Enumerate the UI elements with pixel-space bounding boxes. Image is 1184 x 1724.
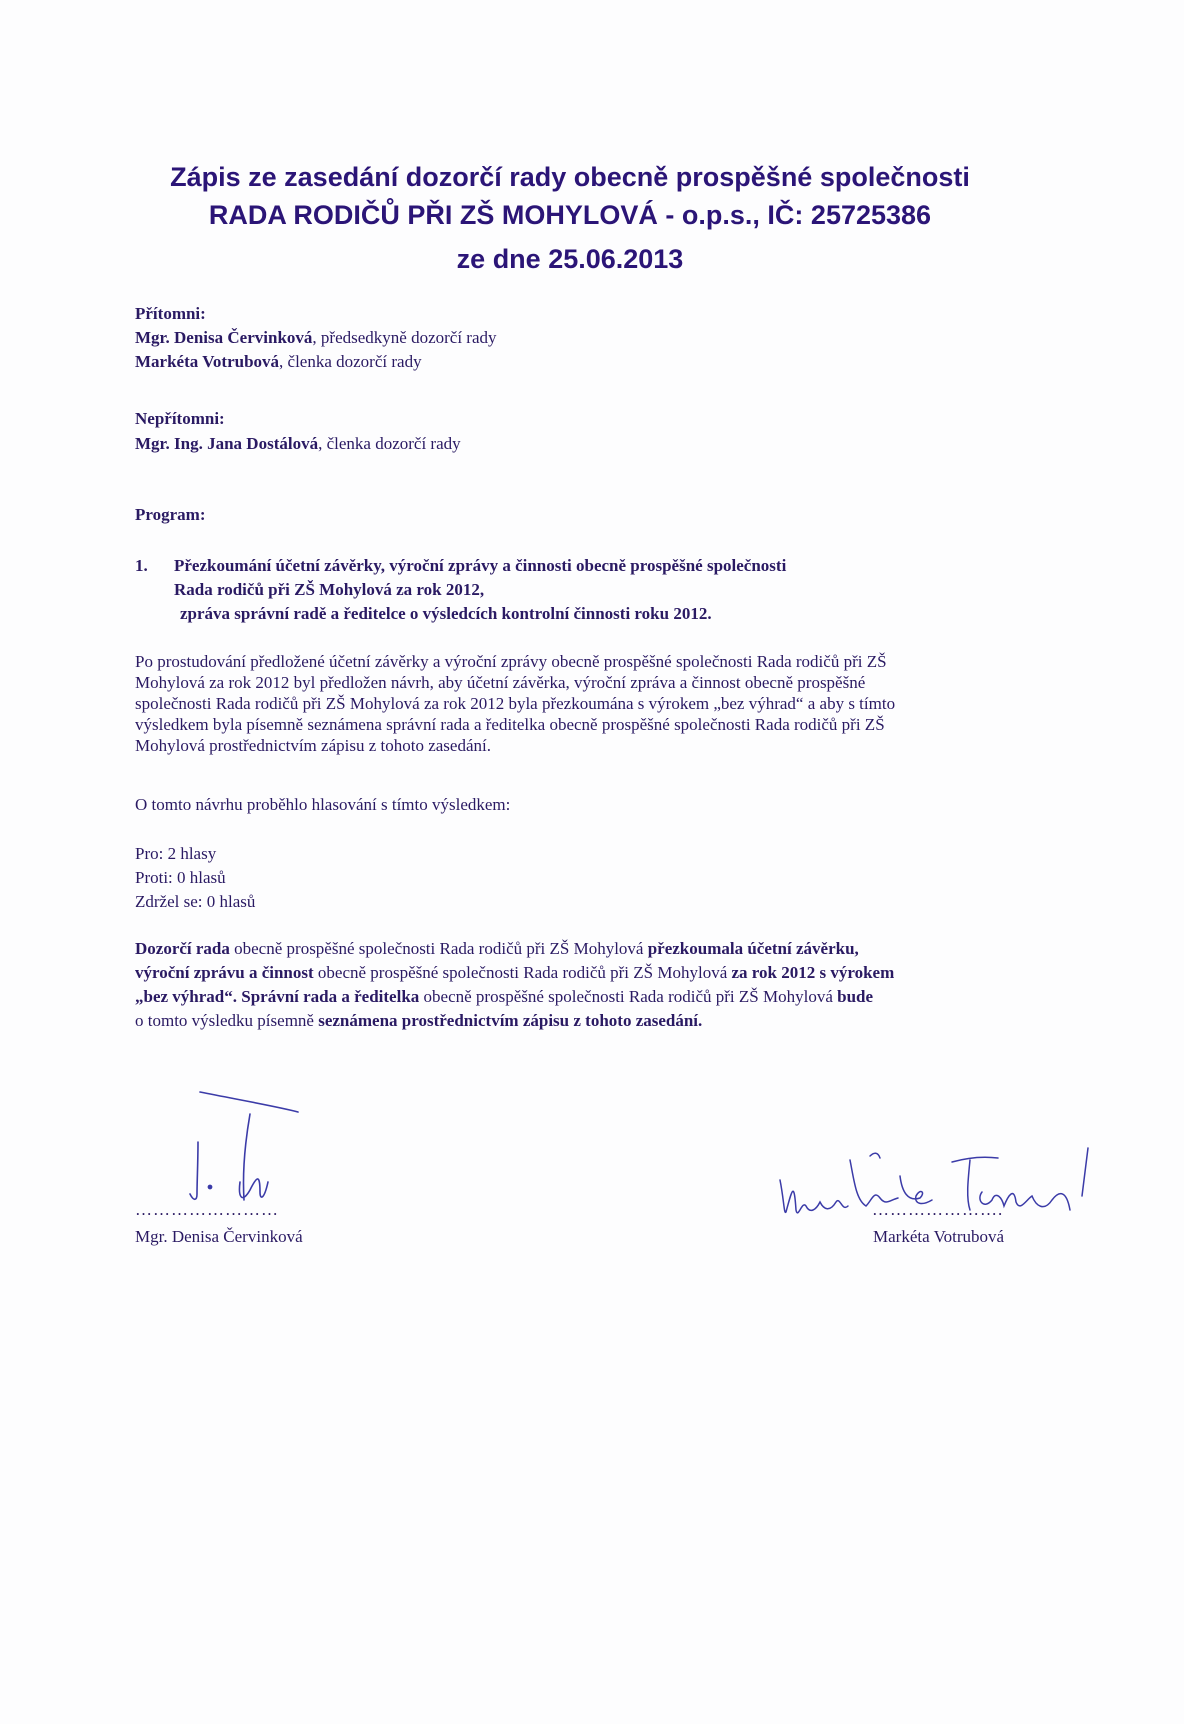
program-item-line2: Rada rodičů při ZŠ Mohylová za rok 2012, xyxy=(174,580,485,599)
program-item-line1: Přezkoumání účetní závěrky, výroční zprávy a činnosti obecně prospěšné společnosti xyxy=(174,556,787,575)
vote-against: Proti: 0 hlasů xyxy=(135,868,226,887)
paragraph-line: Po prostudování předložené účetní závěrky a výroční zprávy obecně prospěšné společnosti Rada rodičů při ZŠ xyxy=(135,652,887,671)
vote-intro: O tomto návrhu proběhlo hlasování s tímto výsledkem: xyxy=(135,795,511,814)
conclusion-paragraph xyxy=(135,937,1065,1033)
paragraph-line: společnosti Rada rodičů při ZŠ Mohylová za rok 2012 byla přezkoumána s výrokem „bez výhrad“ a aby s tímto xyxy=(135,694,896,713)
document-title-line2: RADA RODIČŮ PŘI ZŠ MOHYLOVÁ - o.p.s., IČ: 25725386 xyxy=(208,200,932,230)
signature-dots-right: …………………. xyxy=(872,1200,1004,1219)
document-title-date: ze dne 25.06.2013 xyxy=(456,244,684,274)
signature-dots-left: …………………… xyxy=(135,1200,279,1219)
present-member-2: Markéta Votrubová, členka dozorčí rady xyxy=(135,352,422,371)
paragraph-line: Mohylová prostřednictvím zápisu z tohoto zasedání. xyxy=(135,736,491,755)
conclusion-line-4: o tomto výsledku písemně seznámena prostřednictvím zápisu z tohoto zasedání. xyxy=(135,1011,703,1030)
absent-heading: Nepřítomni: xyxy=(135,409,225,428)
paragraph-line: výsledkem byla písemně seznámena správní rada a ředitelka obecně prospěšné společnosti Rada rodičů při ZŠ xyxy=(135,715,885,734)
present-member-1: Mgr. Denisa Červinková, předsedkyně dozorčí rady xyxy=(135,328,497,347)
document-title-line1: Zápis ze zasedání dozorčí rady obecně prospěšné společnosti xyxy=(170,162,970,192)
program-heading: Program: xyxy=(135,505,206,524)
proposal-paragraph xyxy=(135,651,1065,756)
absent-member-1: Mgr. Ing. Jana Dostálová, členka dozorčí rady xyxy=(135,434,461,453)
present-heading: Přítomni: xyxy=(135,304,206,323)
program-item-line3: zpráva správní radě a ředitelce o výsledcích kontrolní činnosti roku 2012. xyxy=(180,604,712,623)
signature-left xyxy=(180,1082,350,1212)
program-item-number: 1. xyxy=(135,556,148,575)
conclusion-line-1: Dozorčí rada obecně prospěšné společnosti Rada rodičů při ZŠ Mohylová přezkoumala účetní závěrku, xyxy=(135,939,859,958)
conclusion-line-2: výroční zprávu a činnost obecně prospěšné společnosti Rada rodičů při ZŠ Mohylová za rok 2012 s výrokem xyxy=(135,963,895,982)
vote-abstain: Zdržel se: 0 hlasů xyxy=(135,892,256,911)
signatory-right-name: Markéta Votrubová xyxy=(873,1227,1005,1246)
vote-for: Pro: 2 hlasy xyxy=(135,844,217,863)
paragraph-line: Mohylová za rok 2012 byl předložen návrh, aby účetní závěrka, výroční zpráva a činnost obecně prospěšné xyxy=(135,673,866,692)
conclusion-line-3: „bez výhrad“. Správní rada a ředitelka obecně prospěšné společnosti Rada rodičů při ZŠ Mohylová bude xyxy=(135,987,874,1006)
signatory-left-name: Mgr. Denisa Červinková xyxy=(135,1227,303,1246)
